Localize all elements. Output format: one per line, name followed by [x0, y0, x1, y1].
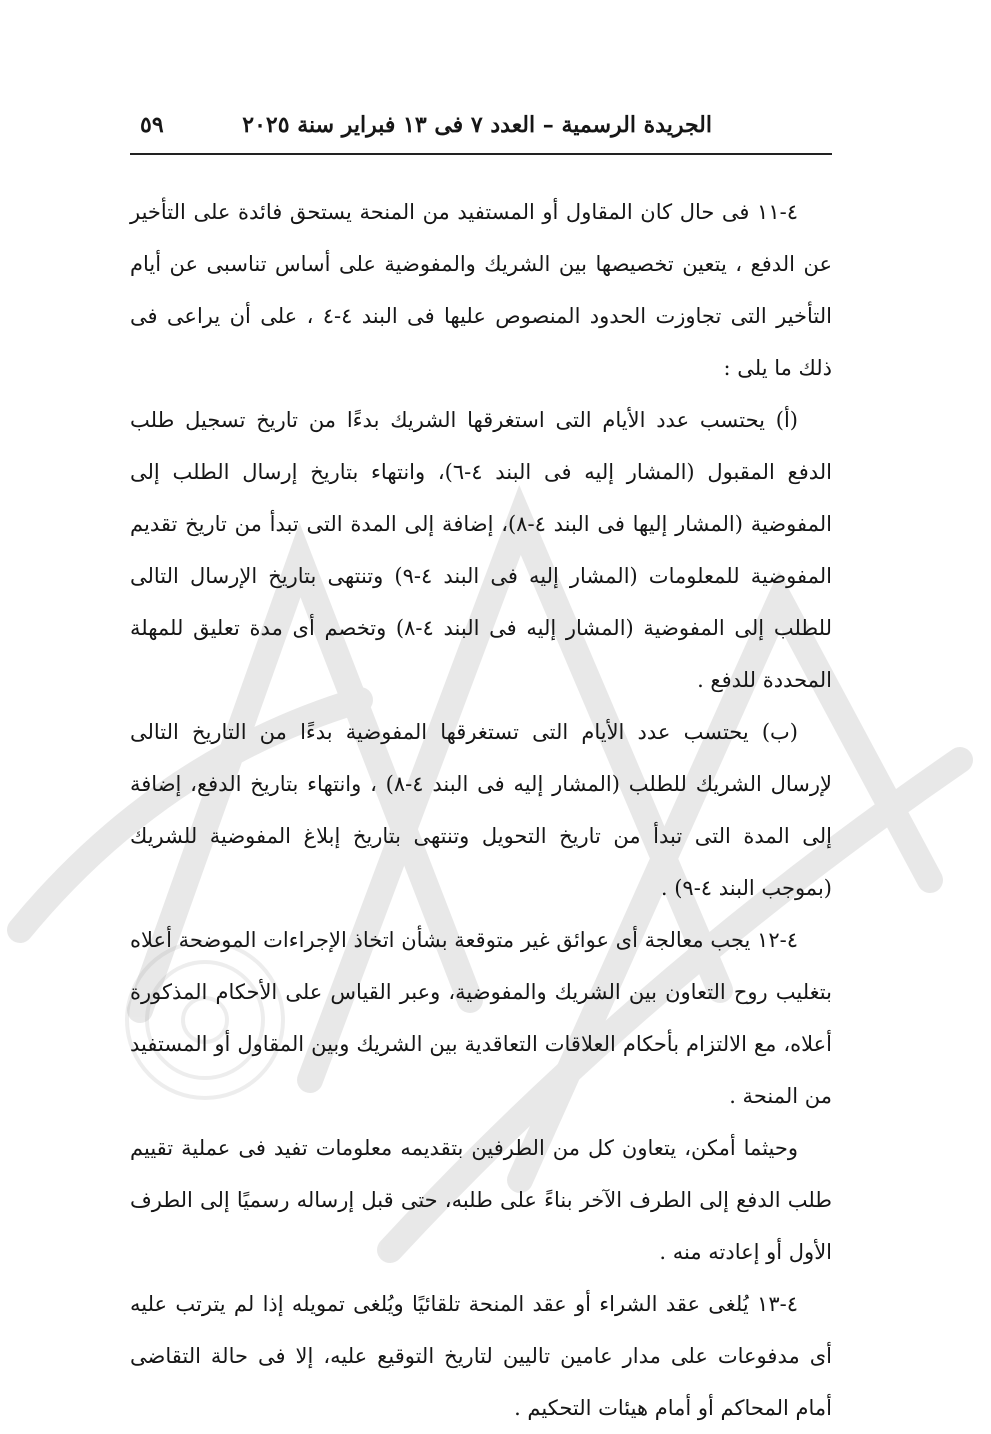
paragraph-4-11-b: (ب) يحتسب عدد الأيام التى تستغرقها المفوضية بدءًا من التاريخ التالى لإرسال الشريك للطلب (المشار إليه فى البند ٤-٨) ، وانتهاء بتاريخ الدفع، إضافة إلى المدة التى تبدأ من تاريخ التحويل وتنتهى بتاريخ إبلاغ المفوضية للشريك (بموجب البند ٤-٩) .: [130, 720, 832, 900]
page-number: ٥٩: [140, 112, 164, 138]
header-divider: [130, 153, 832, 155]
document-body: [130, 186, 832, 1434]
paragraph-4-11-a: (أ) يحتسب عدد الأيام التى استغرقها الشريك بدءًا من تاريخ تسجيل طلب الدفع المقبول (المشار إليه فى البند ٤-٦)، وانتهاء بتاريخ إرسال الطلب إلى المفوضية (المشار إليها فى البند ٤-٨)، إضافة إلى المدة التى تبدأ من تاريخ تقديم المفوضية للمعلومات (المشار إليه فى البند ٤-٩) وتنتهى بتاريخ الإرسال التالى للطلب إلى المفوضية (المشار إليه فى البند ٤-٨) وتخصم أى مدة تعليق للمهلة المحددة للدفع .: [130, 408, 833, 692]
header-title: الجريدة الرسمية – العدد ٧ فى ١٣ فبراير سنة ٢٠٢٥: [242, 112, 712, 138]
paragraph-4-13: ٤-١٣ يُلغى عقد الشراء أو عقد المنحة تلقائيًا ويُلغى تمويله إذا لم يترتب عليه أى مدفوعات على مدار عامين تاليين لتاريخ التوقيع عليه، إلا فى حالة التقاضى أمام المحاكم أو أمام هيئات التحكيم .: [130, 1292, 832, 1420]
paragraph-4-12: ٤-١٢ يجب معالجة أى عوائق غير متوقعة بشأن اتخاذ الإجراءات الموضحة أعلاه بتغليب روح التعاون بين الشريك والمفوضية، وعبر القياس على الأحكام المذكورة أعلاه، مع الالتزام بأحكام العلاقات التعاقدية بين الشريك وبين المقاول أو المستفيد من المنحة .: [130, 928, 832, 1108]
paragraph-4-11: ٤-١١ فى حال كان المقاول أو المستفيد من المنحة يستحق فائدة على التأخير عن الدفع ، يتعين تخصيصها بين الشريك والمفوضية على أساس تناسبى عن أيام التأخير التى تجاوزت الحدود المنصوص عليها فى البند ٤-٤ ، على أن يراعى فى ذلك ما يلى :: [130, 200, 832, 380]
paragraph-4-12-cont: وحيثما أمكن، يتعاون كل من الطرفين بتقديمه معلومات تفيد فى عملية تقييم طلب الدفع إلى الطرف الآخر بناءً على طلبه، حتى قبل إرساله رسميًا إلى الطرف الأول أو إعادته منه .: [130, 1136, 832, 1264]
page-header: [130, 112, 832, 152]
